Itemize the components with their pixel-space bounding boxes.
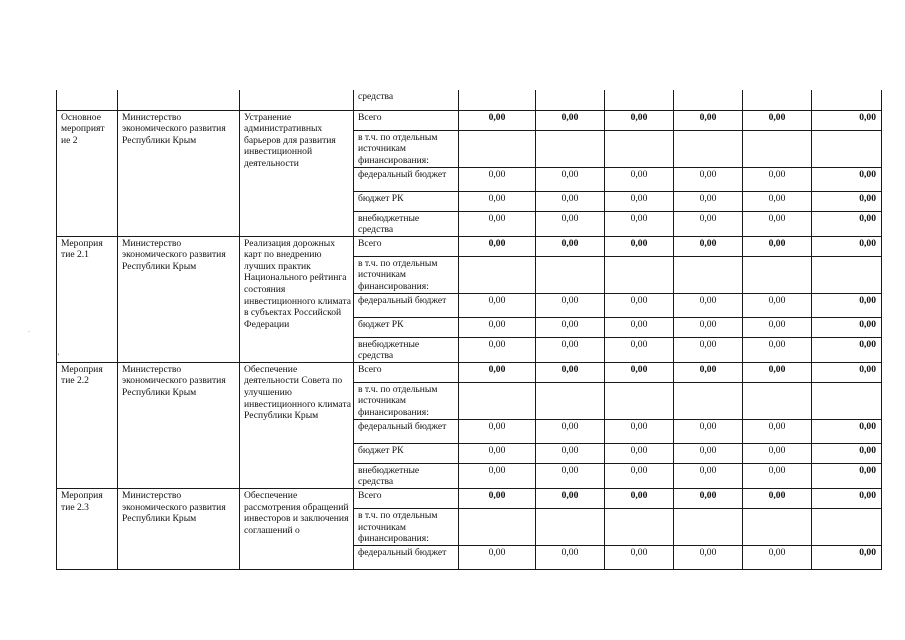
description-cell: Обеспечение рассмотрения обращений инвесторов и заключения соглашений о <box>240 489 354 570</box>
event-cell: Мероприя тие 2.3 <box>57 489 118 570</box>
value-cell <box>459 382 536 419</box>
continued-row <box>57 90 882 110</box>
event-cell <box>57 90 118 110</box>
value-cell: 0,00 <box>674 317 743 337</box>
group-total-row <box>57 362 882 382</box>
value-cell: 0,00 <box>459 211 536 236</box>
value-cell: 0,00 <box>605 419 674 443</box>
value-cell: 0,00 <box>605 191 674 211</box>
value-cell <box>812 256 882 293</box>
value-cell: 0,00 <box>674 489 743 509</box>
value-cell: 0,00 <box>812 419 882 443</box>
value-cell <box>459 256 536 293</box>
value-cell <box>812 382 882 419</box>
value-cell: 0,00 <box>674 191 743 211</box>
value-cell <box>605 509 674 546</box>
value-cell <box>605 382 674 419</box>
value-cell: 0,00 <box>812 293 882 317</box>
value-cell <box>743 90 812 110</box>
funding-source-cell: внебюджетные средства <box>354 211 459 236</box>
funding-table <box>56 90 882 570</box>
value-cell: 0,00 <box>536 236 605 256</box>
value-cell: 0,00 <box>605 317 674 337</box>
value-cell <box>536 509 605 546</box>
value-cell: 0,00 <box>605 443 674 463</box>
value-cell: 0,00 <box>743 337 812 362</box>
group-total-row <box>57 236 882 256</box>
value-cell <box>536 90 605 110</box>
funding-source-cell: в т.ч. по отдельным источникам финансирования: <box>354 509 459 546</box>
funding-source-cell: в т.ч. по отдельным источникам финансирования: <box>354 382 459 419</box>
value-cell: 0,00 <box>812 463 882 488</box>
value-cell <box>536 382 605 419</box>
value-cell: 0,00 <box>605 293 674 317</box>
value-cell: 0,00 <box>459 362 536 382</box>
description-cell: Устранение административных барьеров для развития инвестиционной деятельности <box>240 110 354 236</box>
funding-source-cell: внебюджетные средства <box>354 463 459 488</box>
value-cell: 0,00 <box>743 489 812 509</box>
value-cell <box>459 90 536 110</box>
value-cell <box>743 256 812 293</box>
value-cell: 0,00 <box>812 337 882 362</box>
value-cell: 0,00 <box>674 337 743 362</box>
value-cell <box>743 130 812 167</box>
event-cell: Мероприя тие 2.1 <box>57 236 118 362</box>
description-cell <box>240 90 354 110</box>
value-cell: 0,00 <box>812 167 882 191</box>
value-cell: 0,00 <box>536 489 605 509</box>
value-cell <box>605 256 674 293</box>
group-total-row <box>57 110 882 130</box>
funding-source-cell: федеральный бюджет <box>354 546 459 570</box>
value-cell <box>812 90 882 110</box>
value-cell: 0,00 <box>812 317 882 337</box>
event-cell: Основное мероприят ие 2 <box>57 110 118 236</box>
value-cell: 0,00 <box>536 317 605 337</box>
value-cell: 0,00 <box>459 337 536 362</box>
scan-mark: ' <box>58 352 60 361</box>
value-cell <box>605 130 674 167</box>
value-cell: 0,00 <box>536 191 605 211</box>
value-cell: 0,00 <box>743 110 812 130</box>
value-cell: 0,00 <box>605 110 674 130</box>
value-cell: 0,00 <box>459 489 536 509</box>
table-body <box>57 90 882 570</box>
value-cell: 0,00 <box>743 443 812 463</box>
value-cell: 0,00 <box>674 211 743 236</box>
value-cell: 0,00 <box>812 236 882 256</box>
value-cell <box>674 382 743 419</box>
value-cell: 0,00 <box>605 211 674 236</box>
value-cell <box>536 256 605 293</box>
value-cell: 0,00 <box>536 167 605 191</box>
value-cell: 0,00 <box>536 419 605 443</box>
value-cell: 0,00 <box>812 362 882 382</box>
value-cell: 0,00 <box>605 463 674 488</box>
value-cell: 0,00 <box>459 293 536 317</box>
value-cell: 0,00 <box>812 191 882 211</box>
value-cell: 0,00 <box>536 110 605 130</box>
funding-source-cell: бюджет РК <box>354 443 459 463</box>
value-cell: 0,00 <box>674 236 743 256</box>
funding-source-cell: Всего <box>354 110 459 130</box>
value-cell: 0,00 <box>812 211 882 236</box>
value-cell: 0,00 <box>459 191 536 211</box>
value-cell <box>812 130 882 167</box>
value-cell: 0,00 <box>459 167 536 191</box>
value-cell <box>743 509 812 546</box>
value-cell: 0,00 <box>536 463 605 488</box>
value-cell <box>459 509 536 546</box>
value-cell: 0,00 <box>459 443 536 463</box>
value-cell: 0,00 <box>536 362 605 382</box>
value-cell: 0,00 <box>536 211 605 236</box>
value-cell: 0,00 <box>459 317 536 337</box>
value-cell: 0,00 <box>674 293 743 317</box>
value-cell: 0,00 <box>743 211 812 236</box>
value-cell: 0,00 <box>605 546 674 570</box>
description-cell: Обеспечение деятельности Совета по улучшению инвестиционного климата Республики Крым <box>240 362 354 488</box>
value-cell: 0,00 <box>536 546 605 570</box>
funding-source-cell: бюджет РК <box>354 317 459 337</box>
value-cell: 0,00 <box>459 236 536 256</box>
value-cell: 0,00 <box>743 191 812 211</box>
value-cell: 0,00 <box>459 110 536 130</box>
value-cell: 0,00 <box>605 236 674 256</box>
funding-source-cell: федеральный бюджет <box>354 293 459 317</box>
value-cell <box>674 509 743 546</box>
value-cell: 0,00 <box>812 546 882 570</box>
value-cell <box>674 256 743 293</box>
value-cell: 0,00 <box>536 337 605 362</box>
value-cell: 0,00 <box>674 463 743 488</box>
value-cell: 0,00 <box>605 362 674 382</box>
group-total-row <box>57 489 882 509</box>
executor-cell: Министерство экономического развития Республики Крым <box>118 489 240 570</box>
value-cell: 0,00 <box>674 419 743 443</box>
value-cell: 0,00 <box>459 546 536 570</box>
value-cell: 0,00 <box>743 317 812 337</box>
value-cell: 0,00 <box>743 293 812 317</box>
value-cell <box>743 382 812 419</box>
value-cell <box>812 509 882 546</box>
scan-mark: . <box>28 325 30 334</box>
funding-source-cell: Всего <box>354 236 459 256</box>
value-cell <box>605 90 674 110</box>
value-cell <box>459 130 536 167</box>
value-cell: 0,00 <box>459 463 536 488</box>
value-cell: 0,00 <box>812 489 882 509</box>
value-cell: 0,00 <box>674 167 743 191</box>
value-cell <box>674 90 743 110</box>
value-cell: 0,00 <box>605 489 674 509</box>
executor-cell: Министерство экономического развития Республики Крым <box>118 236 240 362</box>
executor-cell <box>118 90 240 110</box>
description-cell: Реализация дорожных карт по внедрению лучших практик Национального рейтинга состояния инвестиционного климата в субъектах Российской Федерации <box>240 236 354 362</box>
executor-cell: Министерство экономического развития Республики Крым <box>118 362 240 488</box>
funding-source-cell: Всего <box>354 362 459 382</box>
funding-source-cell: средства <box>354 90 459 110</box>
value-cell: 0,00 <box>536 293 605 317</box>
funding-source-cell: федеральный бюджет <box>354 419 459 443</box>
value-cell: 0,00 <box>674 546 743 570</box>
value-cell: 0,00 <box>743 419 812 443</box>
value-cell: 0,00 <box>743 236 812 256</box>
value-cell: 0,00 <box>674 110 743 130</box>
funding-source-cell: бюджет РК <box>354 191 459 211</box>
value-cell: 0,00 <box>743 167 812 191</box>
funding-source-cell: Всего <box>354 489 459 509</box>
executor-cell: Министерство экономического развития Республики Крым <box>118 110 240 236</box>
value-cell: 0,00 <box>743 362 812 382</box>
value-cell: 0,00 <box>674 362 743 382</box>
funding-source-cell: федеральный бюджет <box>354 167 459 191</box>
value-cell: 0,00 <box>674 443 743 463</box>
funding-source-cell: в т.ч. по отдельным источникам финансирования: <box>354 256 459 293</box>
value-cell: 0,00 <box>459 419 536 443</box>
value-cell: 0,00 <box>605 167 674 191</box>
funding-source-cell: в т.ч. по отдельным источникам финансирования: <box>354 130 459 167</box>
value-cell: 0,00 <box>605 337 674 362</box>
value-cell: 0,00 <box>743 463 812 488</box>
event-cell: Мероприя тие 2.2 <box>57 362 118 488</box>
value-cell <box>536 130 605 167</box>
value-cell: 0,00 <box>743 546 812 570</box>
value-cell <box>674 130 743 167</box>
value-cell: 0,00 <box>812 443 882 463</box>
value-cell: 0,00 <box>536 443 605 463</box>
funding-source-cell: внебюджетные средства <box>354 337 459 362</box>
value-cell: 0,00 <box>812 110 882 130</box>
